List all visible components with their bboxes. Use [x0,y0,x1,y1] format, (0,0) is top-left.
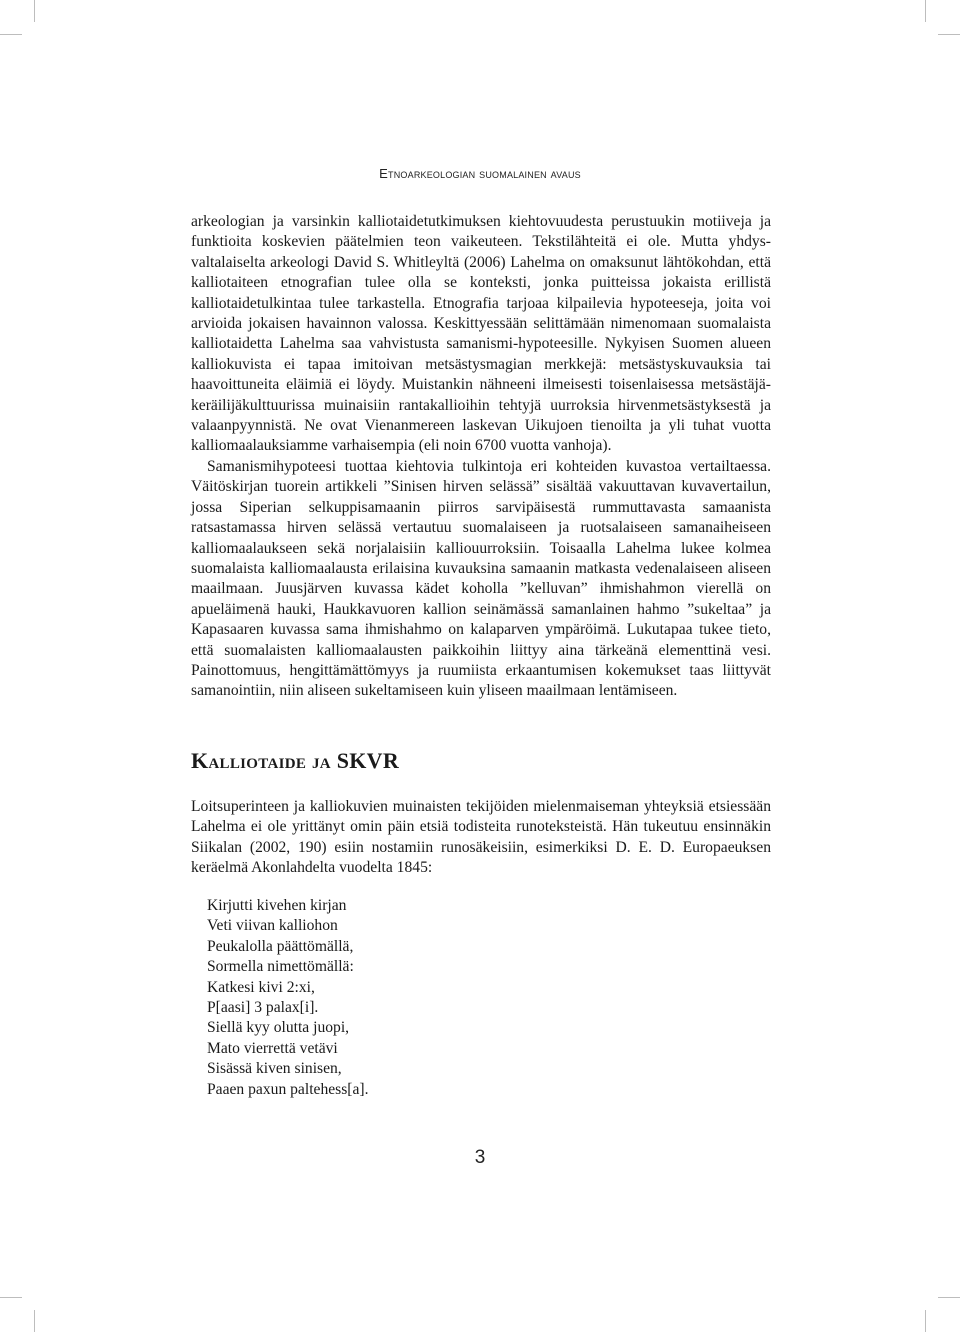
crop-mark-bottom-left-vertical [34,1310,35,1332]
crop-mark-top-left-horizontal [0,34,22,35]
poem-quote [207,896,607,1100]
poem-line: Kirjutti kivehen kirjan [207,897,347,914]
poem-line: P[aasi] 3 palax[i]. [207,999,319,1017]
poem-line: Peukalolla päättömällä, [207,937,354,955]
section-heading: Kalliotaide ja SKVR [191,748,400,773]
poem-line: Sormella nimettömällä: [207,958,354,976]
page-number: 3 [474,1147,486,1168]
crop-mark-bottom-left-horizontal [0,1297,22,1298]
crop-mark-bottom-right-vertical [925,1310,926,1332]
body-paragraph-2: Samanismihypoteesi tuottaa kiehtovia tulkintoja eri kohteiden kuvastoa vertailtaessa. Väitöskirjan tuorein artikkeli ”Sinisen hirven selässä” sisältää vakuuttavan kuvavertailun, jossa Siperian selkuppisamaanin piirros sarvipäisestä rummuttavasta samaanista ratsastamassa hirven selässä vertautuu suomalaiseen ja ruotsalaiseen samanaiheiseen kalliomaalaukseen sekä norjalaisiin kalliouurroksiin. Toisaalla Lahelma lukee kolmea suomalaista kalliomaalausta erilaisina kuvauksina samaanin matkasta vedenalaiseen aliseen maailmaan. Juusjärven kuvassa kädet koholla ”kelluvan” ihmishahmon vierellä on apueläimenä hauki, Haukkavuoren kallion seinämässä samanlainen hahmo ”sukeltaa” ja Kapasaaren kuvassa sama ihmishahmo on kalaparven ympäröimä. Lukutapaa tukee tieto, että suomalaisten kalliomaalausten paikkoihin liittyy aina tärkeänä elementtinä vesi. Painottomuus, hengittämättömyys ja ruumiista erkaantumisen kokemukset taas liittyvät samanointiin, niin aliseen sukeltamiseen kuin yliseen maailmaan lentämiseen. [191,457,771,700]
poem-line: Paaen paxun paltehess[a]. [207,1080,369,1098]
poem-line: Sisässä kiven sinisen, [207,1060,342,1078]
crop-mark-top-right-vertical [925,0,926,22]
body-paragraph-1: arkeologian ja varsinkin kalliotaidetutkimuksen kiehtovuudesta perustuukin motiiveja ja funktioita koskevien päätelmien teon vaikeuteen. Tekstilähteitä ei ole. Mutta yhdysvaltalaiselta arkeologi David S. Whitleyltä (2006) Lahelma on omaksunut lähtökohdan, että kalliotaiteen etnografian tulee olla se konteksti, jonka puitteissa jokaista erillistä kalliotaidetulkintaa tulee tarkastella. Etnografia tarjoaa kilpailevia hypoteeseja, joita voi arvioida jokaisen havainnon valossa. Keskittyessään selittämään nimenomaan suomalaista kalliotaidetta Lahelma saa vahvistusta samanismi-hypoteesille. Nykyisen Suomen alueen kalliokuvista ei tapaa imitoivan metsästysmagian merkkejä: metsästyskuvauksia tai haavoittuneita eläimiä ei löydy. Muistankin nähneeni ilmeisesti toisenlaisessa metsästäjä-keräilijäkulttuurissa muinaisiin rantakallioihin tehtyjä uurroksia hirvenmetsästyksestä ja valaanpyynnistä. Ne ovat Vienanmereen laskevan Uikujoen tienoilta ja yli tuhat vuotta kalliomaalauksiamme varhaisempia (eli noin 6700 vuotta vanhoja). [191,213,771,455]
running-head [0,166,960,181]
crop-mark-top-right-horizontal [938,34,960,35]
poem-line: Veti viivan kalliohon [207,917,338,935]
running-head-rest: tnoarkeologian suomalainen avaus [388,166,581,181]
section-paragraph: Loitsuperinteen ja kalliokuvien muinaisten tekijöiden mielenmaiseman yhteyksiä etsiessään Lahelma ei ole yrittänyt omin päin etsiä todisteita runoteksteistä. Hän tukeutuu ensinnäkin Siikalan (2002, 190) esiin nostamiin runosäkeisiin, esimerkiksi D. E. D. Europaeuksen keräelmä Akonlahdelta vuodelta 1845: [191,798,771,877]
poem-line: Siellä kyy olutta juopi, [207,1019,350,1037]
poem-line: Mato vierrettä vetävi [207,1039,338,1057]
running-head-initial: E [379,166,389,181]
body-text [191,212,771,702]
crop-mark-bottom-right-horizontal [938,1297,960,1298]
section-text [191,797,771,879]
crop-mark-top-left-vertical [34,0,35,22]
poem-line: Katkesi kivi 2:xi, [207,978,315,996]
